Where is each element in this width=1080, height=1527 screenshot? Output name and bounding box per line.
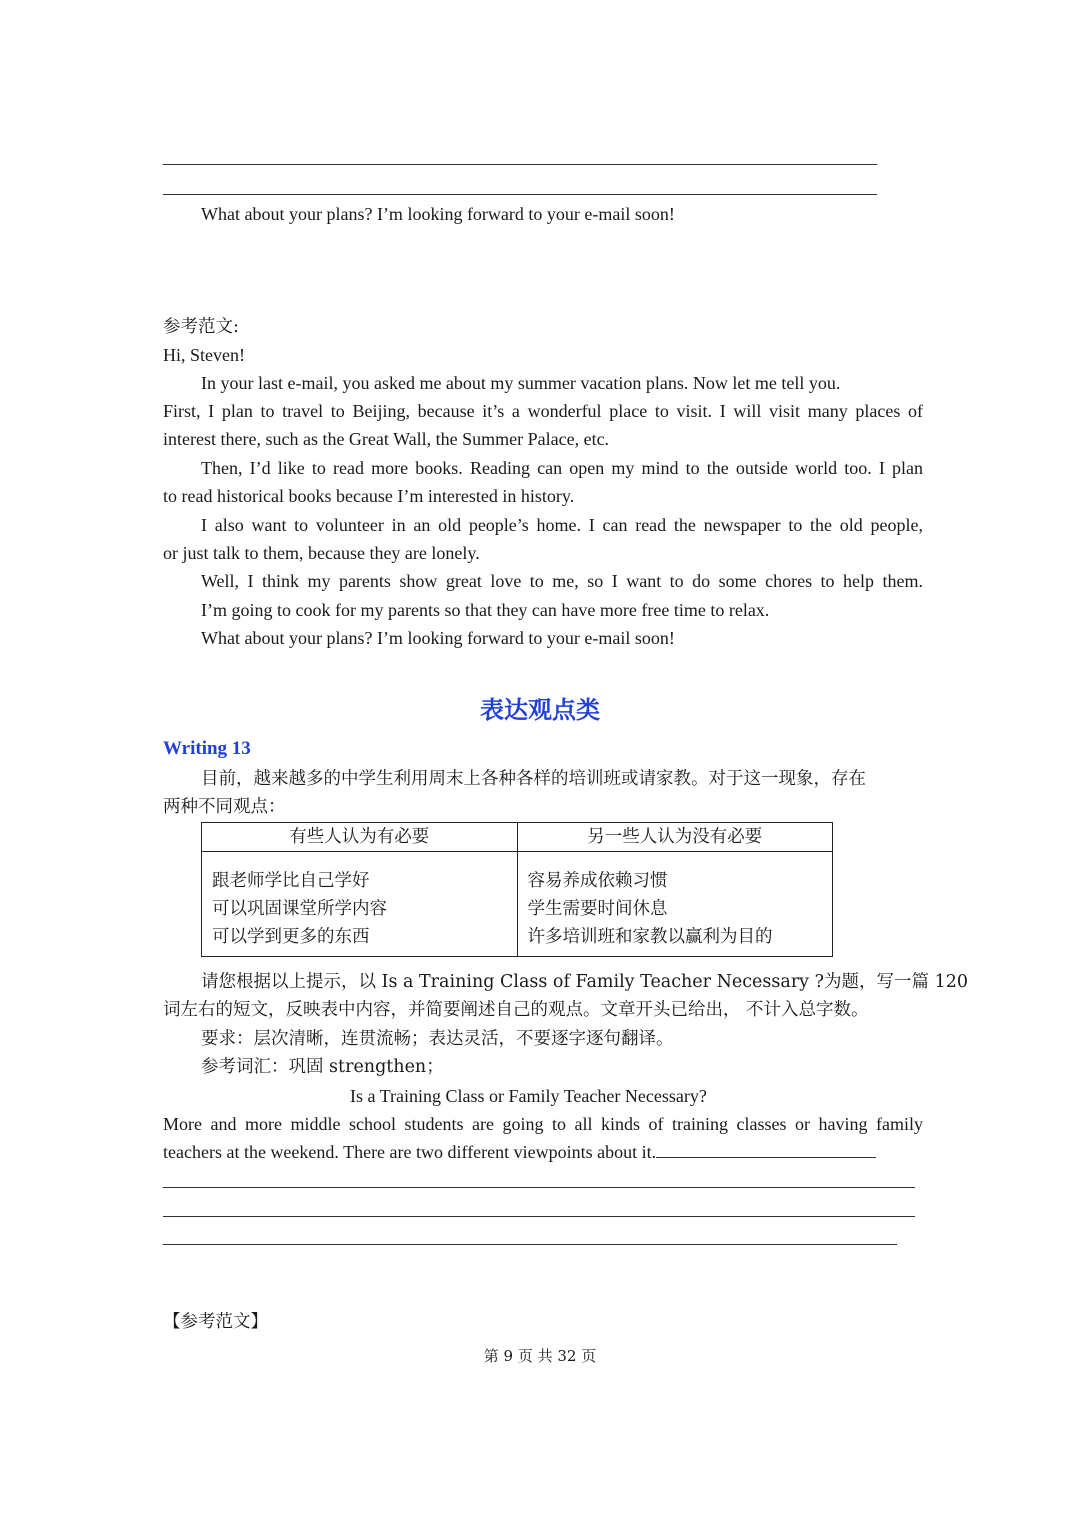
- prompt-intro-line: 目前，越来越多的中学生利用周末上各种各样的培训班或请家教。对于这一现象，存在: [201, 769, 866, 789]
- table-cell-for: [202, 852, 518, 957]
- answer-line: [163, 164, 877, 165]
- essay-line: or just talk to them, because they are lonely.: [163, 543, 480, 563]
- essay-opening-line: More and more middle school students are going to all kinds of training classes or having family: [163, 1114, 923, 1134]
- viewpoint-item: 可以巩固课堂所学内容: [212, 899, 387, 919]
- prompt-intro-line: 两种不同观点：: [163, 797, 286, 817]
- table-cell-against: [517, 852, 833, 957]
- essay-line: In your last e-mail, you asked me about my summer vacation plans. Now let me tell you.: [201, 373, 841, 393]
- letter-greeting: Hi, Steven!: [163, 345, 245, 365]
- reference-vocabulary: 参考词汇：巩固 strengthen；: [201, 1057, 444, 1077]
- essay-line: I’m going to cook for my parents so that they can have more free time to relax.: [201, 600, 770, 620]
- reference-answer-label: 【参考范文】: [163, 1312, 268, 1332]
- table-header-for: 有些人认为有必要: [202, 823, 518, 852]
- previous-closing-line: What about your plans? I’m looking forward to your e-mail soon!: [201, 204, 675, 224]
- writing-title: Writing 13: [163, 738, 251, 759]
- answer-blank: [656, 1139, 876, 1158]
- essay-line: I also want to volunteer in an old people’s home. I can read the newspaper to the old people,: [201, 515, 923, 535]
- essay-line: Well, I think my parents show great love to me, so I want to do some chores to help them.: [201, 571, 923, 591]
- viewpoint-item: 跟老师学比自己学好: [212, 871, 370, 891]
- essay-line: to read historical books because I’m interested in history.: [163, 486, 575, 506]
- sample-essay-label: 参考范文:: [163, 317, 239, 337]
- task-instruction-line: 请您根据以上提示，以 Is a Training Class of Family Teacher Necessary ?为题，写一篇 120: [201, 972, 968, 992]
- essay-line: interest there, such as the Great Wall, the Summer Palace, etc.: [163, 429, 610, 449]
- answer-line: [163, 1244, 897, 1245]
- section-heading: 表达观点类: [480, 696, 600, 724]
- essay-line: Then, I’d like to read more books. Reading can open my mind to the outside world too. I plan: [201, 458, 923, 478]
- table-header-against: 另一些人认为没有必要: [517, 823, 833, 852]
- page-number-footer: 第 9 页 共 32 页: [483, 1347, 597, 1365]
- viewpoint-item: 学生需要时间休息: [527, 899, 668, 919]
- viewpoint-item: 可以学到更多的东西: [212, 927, 370, 947]
- essay-opening-text: teachers at the weekend. There are two different viewpoints about it.: [163, 1142, 657, 1162]
- essay-opening-line: [163, 1138, 923, 1166]
- answer-line: [163, 1216, 915, 1217]
- viewpoint-item: 容易养成依赖习惯: [527, 871, 668, 891]
- viewpoint-item: 许多培训班和家教以赢利为目的: [527, 927, 773, 947]
- essay-line: First, I plan to travel to Beijing, because it’s a wonderful place to visit. I will visit many places of: [163, 401, 923, 421]
- viewpoints-table: [201, 822, 833, 957]
- essay-title: Is a Training Class or Family Teacher Necessary?: [350, 1086, 707, 1106]
- task-instruction-line: 词左右的短文，反映表中内容，并简要阐述自己的观点。文章开头已给出， 不计入总字数。: [163, 1000, 869, 1020]
- answer-line: [163, 1187, 915, 1188]
- answer-line: [163, 194, 877, 195]
- task-requirement: 要求：层次清晰，连贯流畅；表达灵活，不要逐字逐句翻译。: [201, 1029, 674, 1049]
- essay-line: What about your plans? I’m looking forward to your e-mail soon!: [201, 628, 675, 648]
